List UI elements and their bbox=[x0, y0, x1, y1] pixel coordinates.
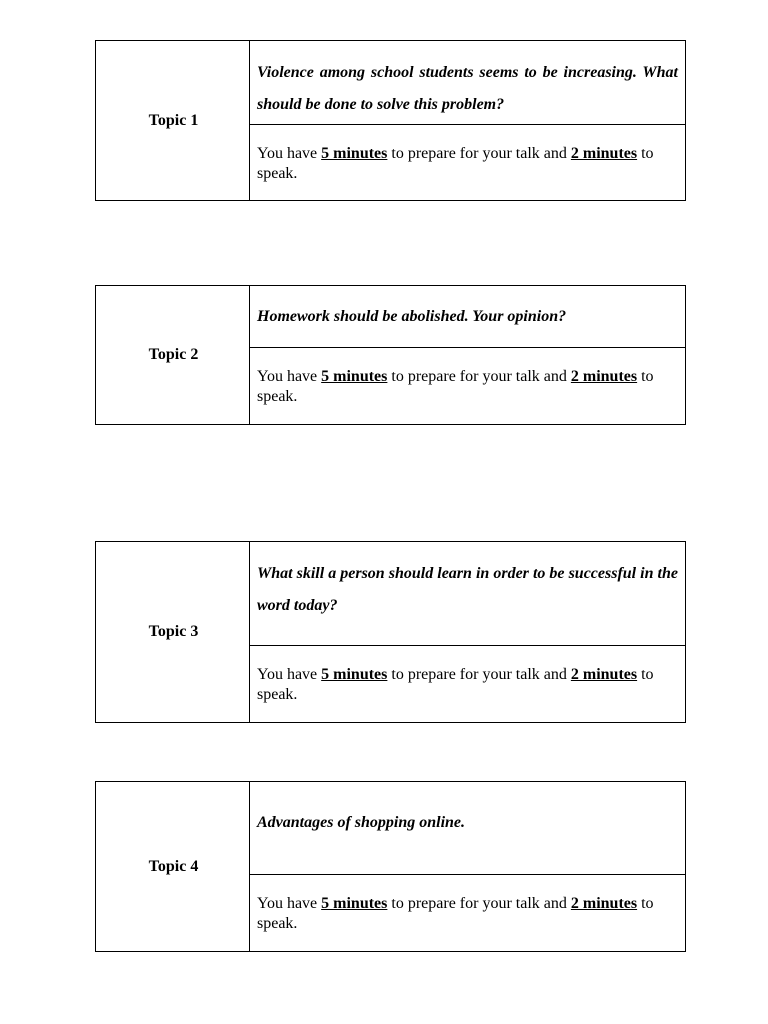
prep-time: 5 minutes bbox=[321, 368, 388, 385]
topic-question: Homework should be abolished. Your opinion? bbox=[250, 286, 685, 348]
topic-label: Topic 3 bbox=[148, 623, 199, 640]
speak-time: 2 minutes bbox=[570, 666, 638, 683]
prep-time: 5 minutes bbox=[321, 145, 388, 162]
topic-card-3 bbox=[95, 541, 686, 723]
topic-instruction bbox=[250, 125, 685, 200]
topic-instruction bbox=[250, 348, 685, 424]
instruction-prefix: You have bbox=[257, 368, 322, 385]
topic-card-2 bbox=[95, 285, 686, 425]
topic-card-1 bbox=[95, 40, 686, 201]
instruction-middle: to prepare for your talk and bbox=[387, 368, 571, 385]
prep-time: 5 minutes bbox=[321, 895, 388, 912]
topic-label-cell bbox=[96, 542, 250, 722]
topic-label: Topic 2 bbox=[148, 346, 199, 363]
speak-time: 2 minutes bbox=[570, 145, 638, 162]
topic-question: Advantages of shopping online. bbox=[250, 782, 685, 875]
topic-instruction bbox=[250, 646, 685, 722]
instruction-suffix: to speak. bbox=[257, 666, 654, 703]
instruction-middle: to prepare for your talk and bbox=[387, 145, 571, 162]
topic-question: Violence among school students seems to be increasing. What should be done to solve this problem? bbox=[250, 41, 685, 125]
topic-label-cell bbox=[96, 286, 250, 424]
speak-time: 2 minutes bbox=[570, 895, 638, 912]
speak-time: 2 minutes bbox=[570, 368, 638, 385]
topic-content-cell bbox=[250, 542, 685, 722]
instruction-prefix: You have bbox=[257, 895, 322, 912]
topic-question: What skill a person should learn in order to be successful in the word today? bbox=[250, 542, 685, 646]
instruction-suffix: to speak. bbox=[257, 145, 654, 182]
topic-label-cell bbox=[96, 782, 250, 951]
instruction-middle: to prepare for your talk and bbox=[387, 895, 571, 912]
instruction-prefix: You have bbox=[257, 145, 322, 162]
topic-instruction bbox=[250, 875, 685, 951]
instruction-prefix: You have bbox=[257, 666, 322, 683]
topic-content-cell bbox=[250, 41, 685, 200]
topic-label: Topic 1 bbox=[148, 111, 199, 129]
topic-label-cell bbox=[96, 41, 250, 200]
instruction-middle: to prepare for your talk and bbox=[387, 666, 571, 683]
topic-card-4 bbox=[95, 781, 686, 952]
instruction-suffix: to speak. bbox=[257, 895, 654, 932]
prep-time: 5 minutes bbox=[321, 666, 388, 683]
topic-label: Topic 4 bbox=[148, 857, 199, 875]
topic-content-cell bbox=[250, 286, 685, 424]
instruction-suffix: to speak. bbox=[257, 368, 654, 405]
topic-content-cell bbox=[250, 782, 685, 951]
